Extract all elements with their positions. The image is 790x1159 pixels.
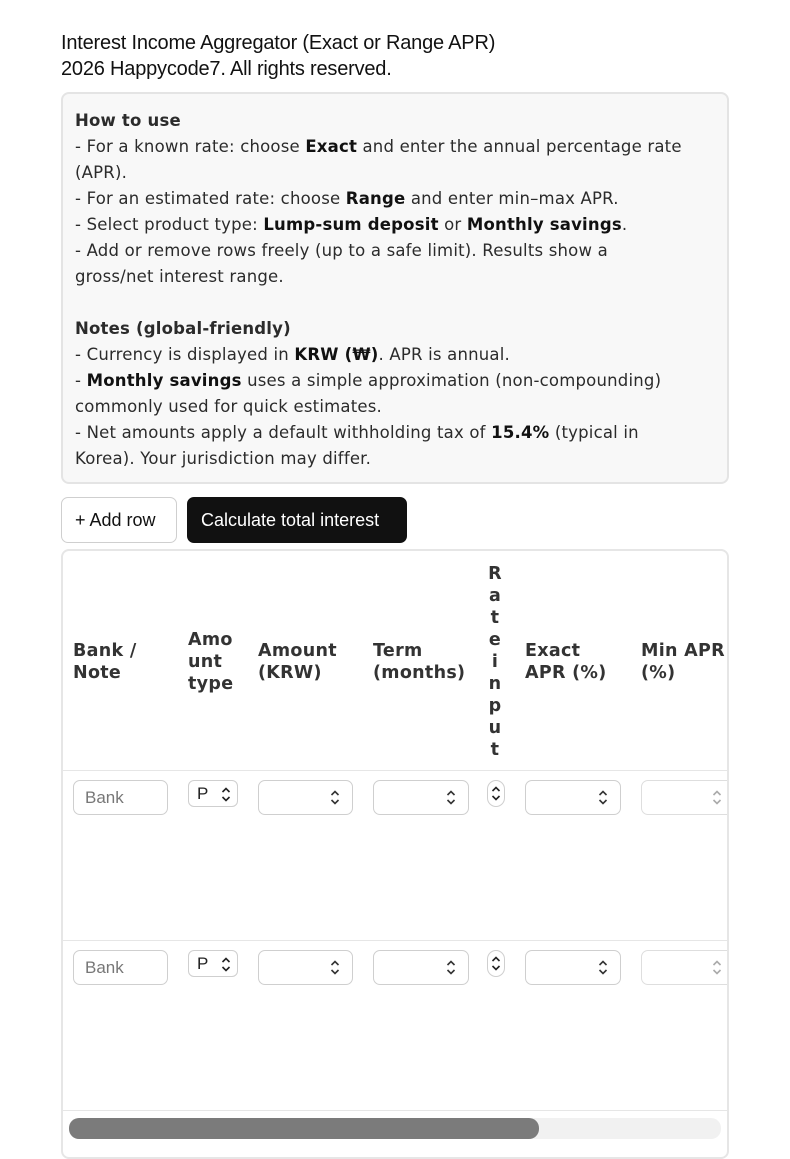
header-text: Amo <box>188 630 233 650</box>
text: and enter min–max APR. <box>405 189 619 208</box>
currency-term: KRW (₩) <box>294 345 379 364</box>
text: - For an estimated rate: choose <box>75 189 346 208</box>
text: or <box>438 215 467 234</box>
term-input[interactable] <box>373 780 469 815</box>
text: - For a known rate: choose <box>75 137 306 156</box>
spinner-icon[interactable] <box>598 789 608 806</box>
bank-input[interactable] <box>73 780 168 815</box>
col-header-amount <box>258 640 337 684</box>
how-to-line-4b: gross/net interest range. <box>75 267 284 286</box>
monthly-savings-term: Monthly savings <box>86 371 242 390</box>
header-text: unt <box>188 652 223 672</box>
row-divider <box>63 940 729 941</box>
header-text: Term <box>373 641 423 661</box>
header-text: (KRW) <box>258 663 322 683</box>
header-text: APR (%) <box>525 663 607 683</box>
page-title: Interest Income Aggregator (Exact or Range APR) <box>61 32 496 54</box>
spinner-icon[interactable] <box>446 959 456 976</box>
how-to-use-heading: How to use <box>75 111 181 130</box>
text: uses a simple approximation (non-compounding) <box>241 371 662 390</box>
exact-apr-input[interactable] <box>525 950 621 985</box>
exact-apr-input[interactable] <box>525 780 621 815</box>
toolbar <box>61 497 729 543</box>
lump-sum-term: Lump-sum deposit <box>263 215 439 234</box>
spinner-icon[interactable] <box>712 959 722 976</box>
header-text: Note <box>73 663 122 683</box>
min-apr-input[interactable] <box>641 780 729 815</box>
exact-term: Exact <box>305 137 358 156</box>
note-line-1 <box>75 342 715 368</box>
row-divider <box>63 1110 729 1111</box>
chevron-updown-icon <box>491 955 501 972</box>
note-line-3 <box>75 420 715 446</box>
deposits-table <box>61 549 729 1159</box>
add-row-button[interactable]: + Add row <box>61 497 177 543</box>
amount-input[interactable] <box>258 950 353 985</box>
spinner-icon[interactable] <box>330 959 340 976</box>
rate-input-select[interactable] <box>487 950 505 977</box>
how-to-line-4: - Add or remove rows freely (up to a safe limit). Results show a <box>75 241 608 260</box>
rate-input-select[interactable] <box>487 780 505 807</box>
bank-input[interactable] <box>73 950 168 985</box>
text: and enter the annual percentage rate <box>357 137 682 156</box>
col-header-exact-apr <box>525 640 607 684</box>
text: . <box>621 215 628 234</box>
note-line-3b: Korea). Your jurisdiction may differ. <box>75 449 372 468</box>
chevron-updown-icon <box>491 785 501 802</box>
range-term: Range <box>345 189 406 208</box>
header-text: Bank / <box>73 641 137 661</box>
spinner-icon[interactable] <box>330 789 340 806</box>
note-line-2b: commonly used for quick estimates. <box>75 397 382 416</box>
amount-input[interactable] <box>258 780 353 815</box>
chevron-updown-icon <box>221 786 231 803</box>
tax-rate-term: 15.4% <box>491 423 550 442</box>
spacer <box>75 290 715 316</box>
text: - Currency is displayed in <box>75 345 295 364</box>
bank-placeholder: Bank <box>85 958 124 977</box>
spinner-icon[interactable] <box>598 959 608 976</box>
min-apr-input[interactable] <box>641 950 729 985</box>
header-text: Amount <box>258 641 337 661</box>
how-to-line-2 <box>75 186 715 212</box>
how-to-line-1b: (APR). <box>75 163 128 182</box>
notes-heading: Notes (global-friendly) <box>75 319 291 338</box>
header-text: Exact <box>525 641 581 661</box>
text: - <box>75 371 87 390</box>
col-header-bank <box>73 640 137 684</box>
calculate-button[interactable]: Calculate total interest <box>187 497 407 543</box>
col-header-term <box>373 640 465 684</box>
header-text: Min APR <box>641 641 725 661</box>
spinner-icon[interactable] <box>446 789 456 806</box>
header-text: (%) <box>641 663 676 683</box>
how-to-line-3 <box>75 212 715 238</box>
how-to-line-1 <box>75 134 715 160</box>
text: - Select product type: <box>75 215 264 234</box>
amount-type-select[interactable] <box>188 780 238 807</box>
monthly-savings-term: Monthly savings <box>466 215 622 234</box>
spinner-icon[interactable] <box>712 789 722 806</box>
chevron-updown-icon <box>221 956 231 973</box>
amount-type-select[interactable] <box>188 950 238 977</box>
header-text: (months) <box>373 663 466 683</box>
app-container <box>61 30 729 543</box>
note-line-2 <box>75 368 715 394</box>
header-text: type <box>188 674 234 694</box>
col-header-min-apr <box>641 640 725 684</box>
row-divider <box>63 770 729 771</box>
scrollbar-thumb[interactable] <box>69 1118 539 1139</box>
instructions-panel <box>61 92 729 484</box>
term-input[interactable] <box>373 950 469 985</box>
amount-type-value: P <box>197 784 209 803</box>
bank-placeholder: Bank <box>85 788 124 807</box>
col-header-amount-type <box>188 629 233 695</box>
text: - Net amounts apply a default withholding tax of <box>75 423 492 442</box>
amount-type-value: P <box>197 954 209 973</box>
col-header-rate-input: Rateinput <box>488 564 502 760</box>
copyright-text: 2026 Happycode7. All rights reserved. <box>61 58 392 80</box>
text: (typical in <box>549 423 639 442</box>
horizontal-scrollbar[interactable] <box>69 1118 721 1139</box>
text: . APR is annual. <box>378 345 510 364</box>
